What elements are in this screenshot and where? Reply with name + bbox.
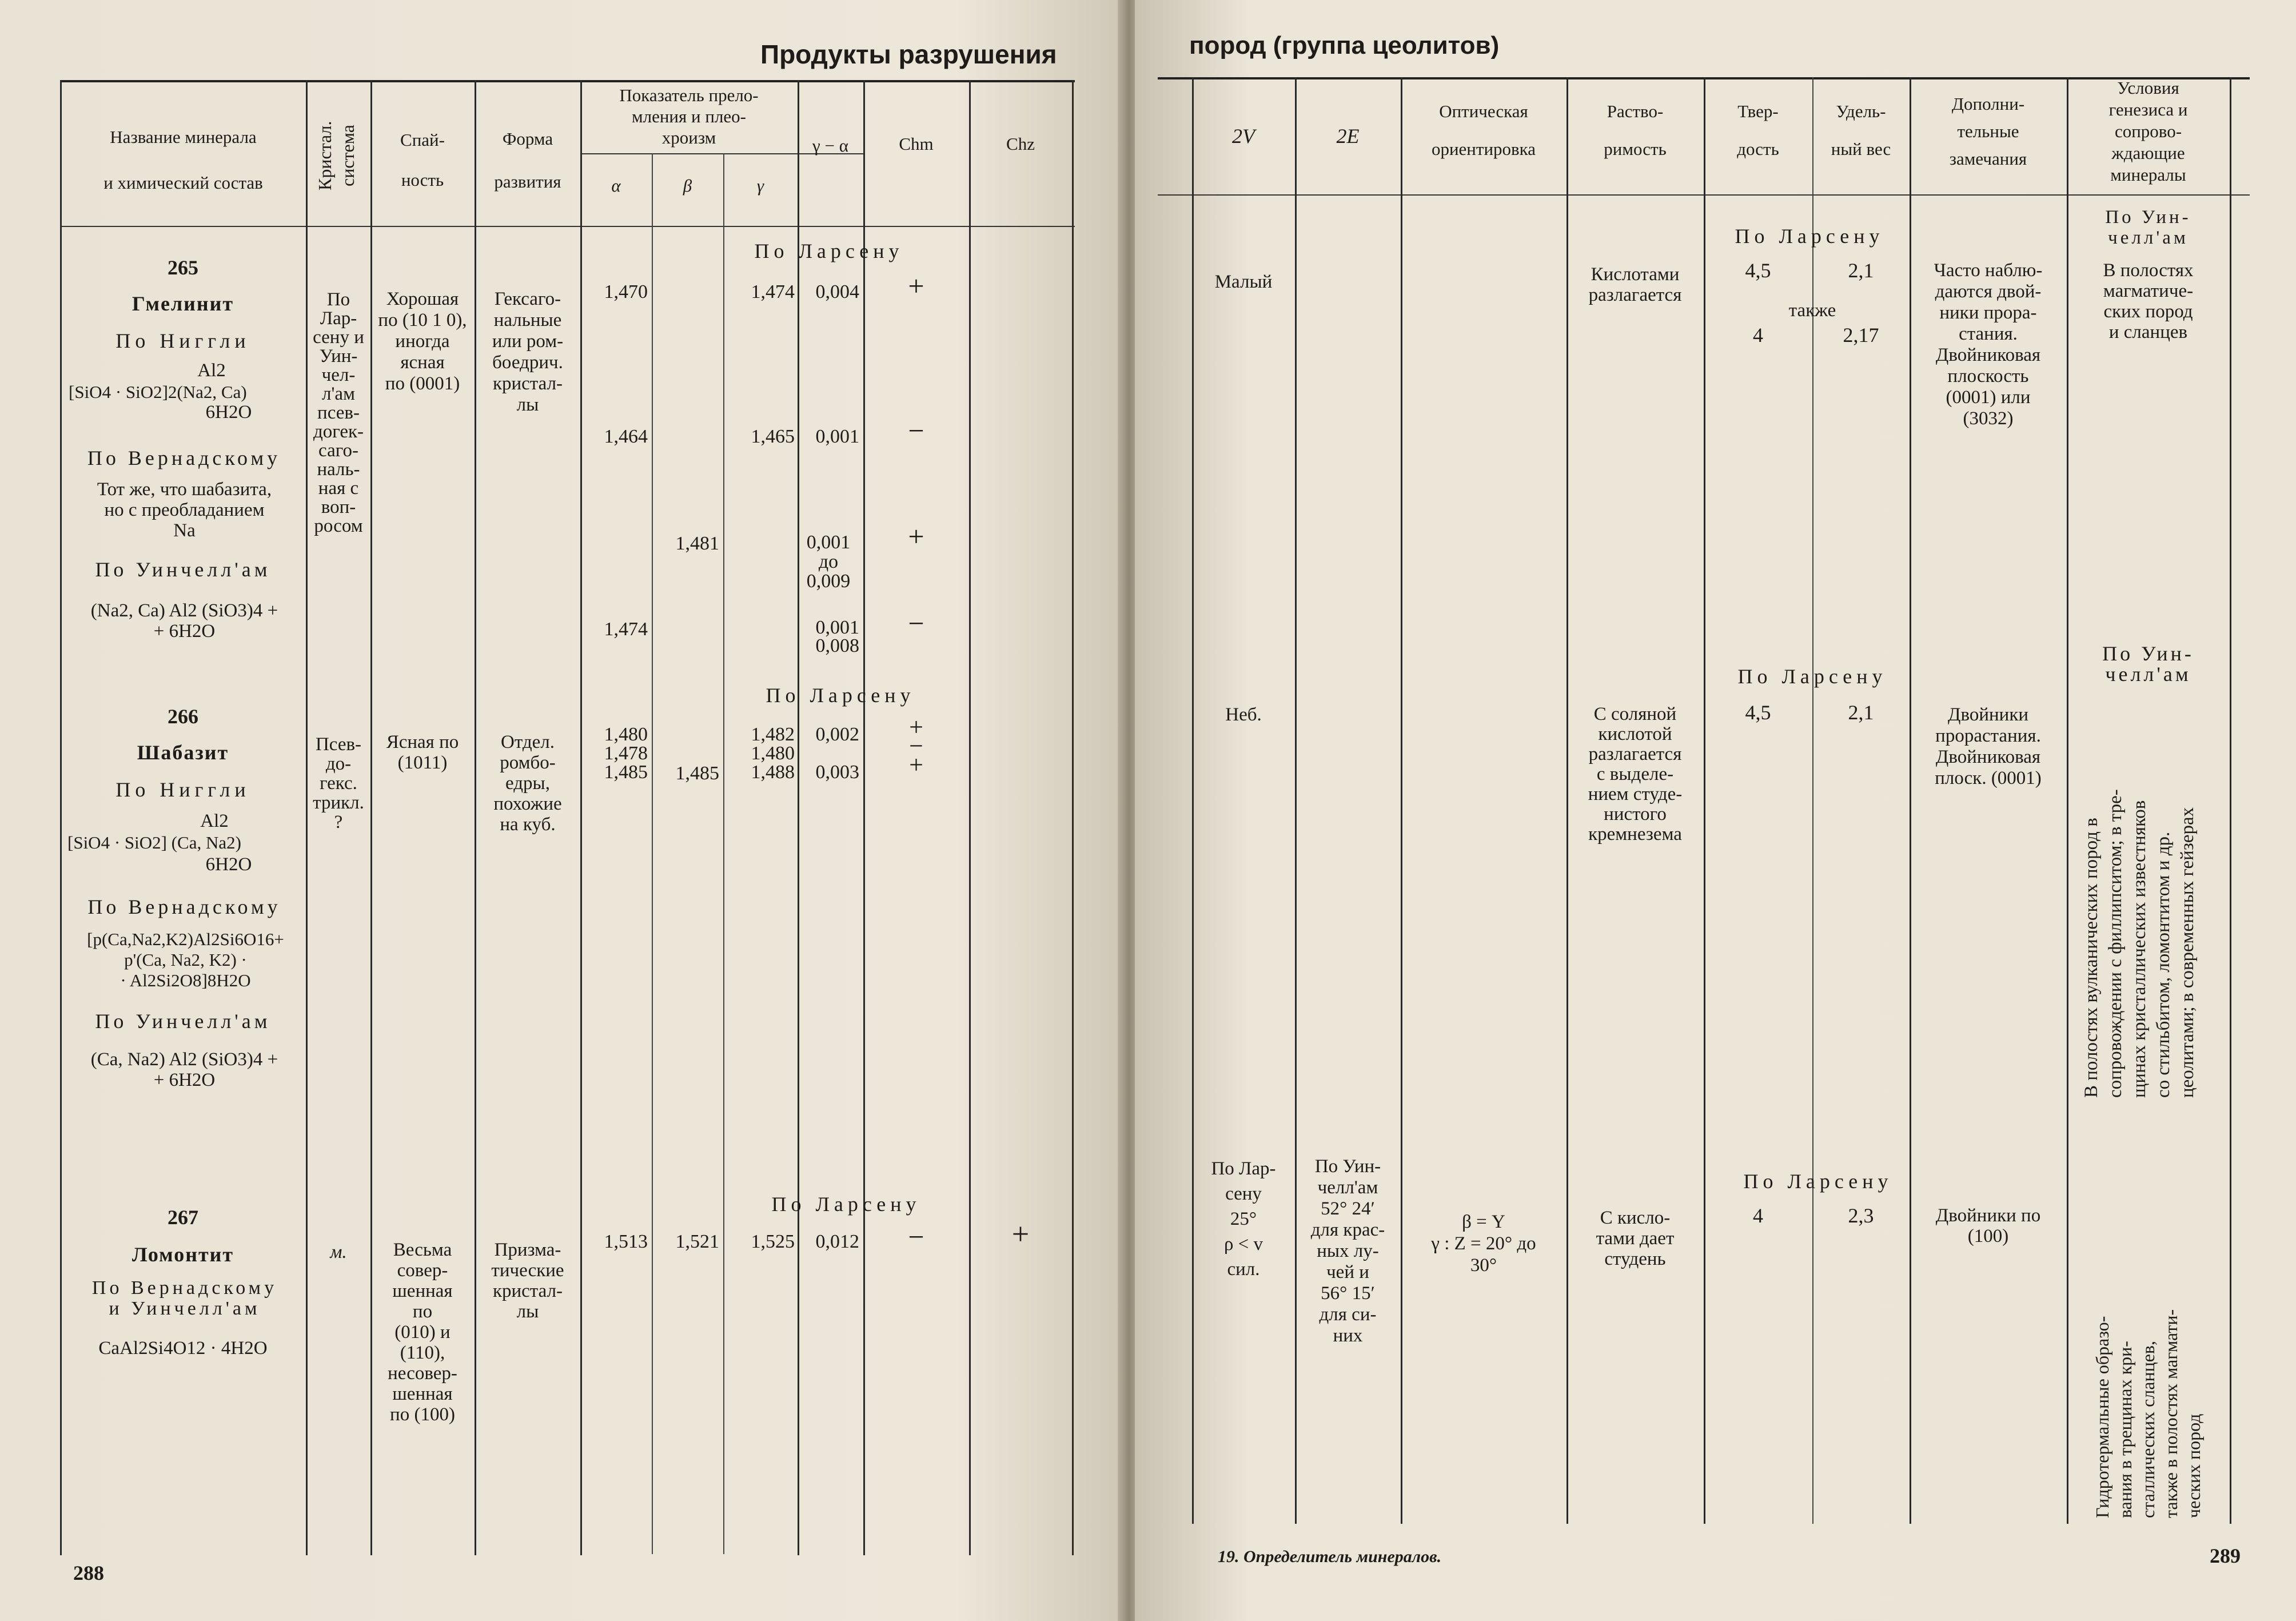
chm-265-1: +: [908, 270, 924, 302]
header-orientation: Оптическая ориентировка: [1431, 101, 1536, 159]
notes-267: Двойники по (100): [1935, 1205, 2041, 1246]
sg-267: 2,3: [1848, 1204, 1874, 1227]
source-vernadsky-winchell-267: По Вернадскому и Уинчелл'ам: [91, 1277, 278, 1319]
header-solubility: Раство- римость: [1604, 101, 1667, 159]
formula-267: CaAl2Si4O12 · 4H2O: [98, 1338, 268, 1359]
cleavage-267: Весьма совер- шенная по (010) и (110), несовер- шенная по (100): [388, 1240, 457, 1425]
alpha-265-2: 1,464: [604, 426, 648, 447]
biref-267: 0,012: [815, 1231, 859, 1252]
form-266: Отдел. ромбо- едры, похожие на куб.: [493, 732, 562, 835]
source-winchell-266: По Уинчелл'ам: [95, 1010, 271, 1033]
biref-265-4: 0,001 0,008: [815, 617, 859, 656]
header-hardness: Твер- дость: [1737, 101, 1779, 159]
source-winchell-265: По Уинчелл'ам: [95, 558, 271, 581]
header-name: Название минерала и химический состав: [103, 127, 263, 193]
running-title-left: Продукты разрушения: [760, 39, 1057, 69]
header-refraction: Показатель прело- мления и плео- хроизм: [619, 85, 759, 148]
hardness-265: 4,5: [1745, 259, 1771, 282]
sg-265-alt: 2,17: [1843, 324, 1879, 346]
source-larsen-266-right: По Ларсену: [1737, 665, 1887, 688]
header-chz: Chz: [1006, 134, 1035, 154]
form-267: Призма- тические кристал- лы: [491, 1240, 564, 1322]
gamma-266: 1,482 1,480 1,488: [751, 724, 795, 783]
header-specific-gravity: Удель- ный вес: [1831, 101, 1891, 159]
header-chm: Chm: [899, 134, 934, 154]
source-larsen-266: По Ларсену: [766, 684, 915, 707]
source-vernadsky-266: По Вернадскому: [87, 895, 281, 918]
2e-267: По Уин- челл'ам 52° 24′ для крас- ных лу- чей и 56° 15′ для си- них: [1310, 1156, 1385, 1346]
source-larsen-267-right: По Ларсену: [1743, 1170, 1893, 1193]
hardness-267: 4: [1753, 1204, 1763, 1227]
alpha-266: 1,480 1,478 1,485: [604, 724, 648, 783]
table-top-rule: [60, 80, 1075, 82]
cleavage-265: Хорошая по (10 1 0), иногда ясная по (0001): [378, 289, 467, 394]
source-larsen-267: По Ларсену: [771, 1193, 921, 1216]
header-system: Кристал. система: [314, 121, 358, 191]
solubility-266: С соляной кислотой разлагается с выделе- нием студе- нистого кремнезема: [1588, 704, 1683, 845]
formula-265-niggli-water: 6H2O: [205, 402, 252, 423]
alpha-265-1: 1,470: [604, 281, 648, 302]
mineral-number-265: 265: [168, 256, 198, 279]
2v-267: По Лар- сену 25° ρ < v сил.: [1211, 1158, 1276, 1280]
gamma-265-2: 1,465: [751, 426, 795, 447]
header-bottom-rule: [60, 226, 1075, 227]
running-title-right: пород (группа цеолитов): [1189, 31, 1500, 59]
formula-266-vernadsky: [p(Ca,Na2,K2)Al2Si6O16+ p'(Ca, Na2, K2) · · Al2Si2O8]8H2O: [87, 929, 284, 990]
mineral-name-chabazite: Шабазит: [137, 741, 229, 764]
hardness-265-alt: 4: [1753, 324, 1763, 346]
orientation-267: β = Y γ : Z = 20° до 30°: [1431, 1212, 1536, 1276]
genesis-source-265: По Уин- челл'ам: [2105, 207, 2191, 248]
mineral-name-laumontite: Ломонтит: [131, 1243, 234, 1266]
system-265: По Лар- сену и Уин- чел- л'ам псев- догек- саго- наль- ная с воп- росом: [313, 289, 364, 536]
header-birefringence: γ − α: [812, 136, 848, 156]
notes-266: Двойники прорастания. Двойниковая плоск. (0001): [1935, 704, 2042, 788]
also-265: также: [1788, 300, 1836, 321]
alpha-267: 1,513: [604, 1231, 648, 1252]
header-2e: 2E: [1336, 125, 1360, 148]
source-larsen-265: По Ларсену: [754, 240, 904, 262]
text-265-vernadsky: Тот же, что шабазита, но с преобладанием Na: [97, 479, 272, 541]
header-gamma: γ: [756, 176, 764, 196]
header-alpha: α: [611, 176, 621, 196]
right-page: [1135, 0, 2296, 1621]
2v-265: Малый: [1214, 272, 1273, 292]
genesis-267: Гидротермальные образо- вания в трещинах кри- сталлических сланцев, также в полостях магмати- ческих пород: [2092, 1309, 2204, 1518]
mineral-number-267: 267: [168, 1206, 198, 1229]
formula-265-niggli: [SiO4 · SiO2]2(Na2, Ca): [69, 382, 247, 402]
notes-265: Часто наблю- даются двой- ники прора- стания. Двойниковая плоскость (0001) или (3032): [1934, 260, 2043, 429]
formula-266-niggli: [SiO4 · SiO2] (Ca, Na2): [67, 833, 241, 853]
formula-266-niggli-water: 6H2O: [205, 854, 252, 875]
cleavage-266: Ясная по (1011): [386, 732, 459, 773]
sg-266: 2,1: [1848, 701, 1874, 724]
header-form: Форма развития: [494, 129, 561, 192]
genesis-266: В полостях вулканических пород в сопровождении с филлипситом; в тре- щинах кристаллических известняков со стильбитом, ломонтитом и др. цеолитами; в современных гейзерах: [2081, 789, 2198, 1098]
biref-265-2: 0,001: [815, 426, 859, 447]
beta-267: 1,521: [675, 1231, 719, 1252]
chz-267: +: [1011, 1217, 1030, 1251]
genesis-source-266: По Уин- челл'ам: [2102, 642, 2194, 686]
formula-265-winchell: (Na2, Ca) Al2 (SiO3)4 + + 6H2O: [90, 600, 278, 642]
page-number-left: 288: [73, 1562, 104, 1584]
hardness-266: 4,5: [1745, 701, 1771, 724]
source-niggli-265: По Ниггли: [115, 329, 250, 352]
system-266: Псев- до- гекс. трикл. ?: [313, 734, 364, 833]
chm-265-2: −: [908, 415, 924, 447]
sg-265: 2,1: [1848, 259, 1874, 282]
system-267: м.: [330, 1242, 347, 1262]
header-notes: Дополни- тельные замечания: [1949, 94, 2027, 169]
chm-265-3: +: [908, 520, 924, 552]
mineral-name-gmelinite: Гмелинит: [131, 292, 234, 315]
source-larsen-265-right: По Ларсену: [1735, 225, 1884, 248]
mineral-number-266: 266: [168, 705, 198, 728]
solubility-267: С кисло- тами дает студень: [1596, 1208, 1675, 1269]
gamma-267: 1,525: [751, 1231, 795, 1252]
biref-265-3: 0,001 до 0,009: [806, 532, 851, 592]
formula-266-niggli-al: Al2: [200, 811, 229, 831]
gamma-265-1: 1,474: [751, 281, 795, 302]
chm-266: + − +: [909, 713, 923, 779]
solubility-265: Кислотами разлагается: [1588, 264, 1682, 305]
header-2v: 2V: [1232, 125, 1255, 148]
2v-266: Неб.: [1225, 704, 1262, 725]
alpha-265-4: 1,474: [604, 619, 648, 640]
header-cleavage: Спай- ность: [400, 130, 445, 190]
formula-266-winchell: (Ca, Na2) Al2 (SiO3)4 + + 6H2O: [90, 1049, 278, 1090]
biref-265-1: 0,004: [815, 281, 859, 302]
biref-266: 0,002 0,003: [815, 724, 859, 783]
formula-265-niggli-al: Al2: [197, 360, 226, 381]
source-vernadsky-265: По Вернадскому: [87, 447, 281, 469]
page-footer: 19. Определитель минералов.: [1218, 1547, 1442, 1566]
chm-265-4: −: [908, 607, 924, 639]
beta-266: 1,485: [675, 763, 719, 784]
left-page: [0, 0, 1123, 1621]
chm-267: −: [908, 1221, 924, 1253]
page-number-right: 289: [2210, 1544, 2241, 1567]
source-niggli-266: По Ниггли: [115, 778, 250, 801]
genesis-265: В полостях магматиче- ских пород и сланцев: [2103, 260, 2194, 342]
beta-265-3: 1,481: [675, 533, 719, 554]
header-genesis: Условия генезиса и сопрово- ждающие минералы: [2108, 78, 2188, 185]
header-beta: β: [683, 176, 692, 196]
form-265: Гексаго- нальные или ром- боедрич. кристал- лы: [492, 289, 564, 415]
